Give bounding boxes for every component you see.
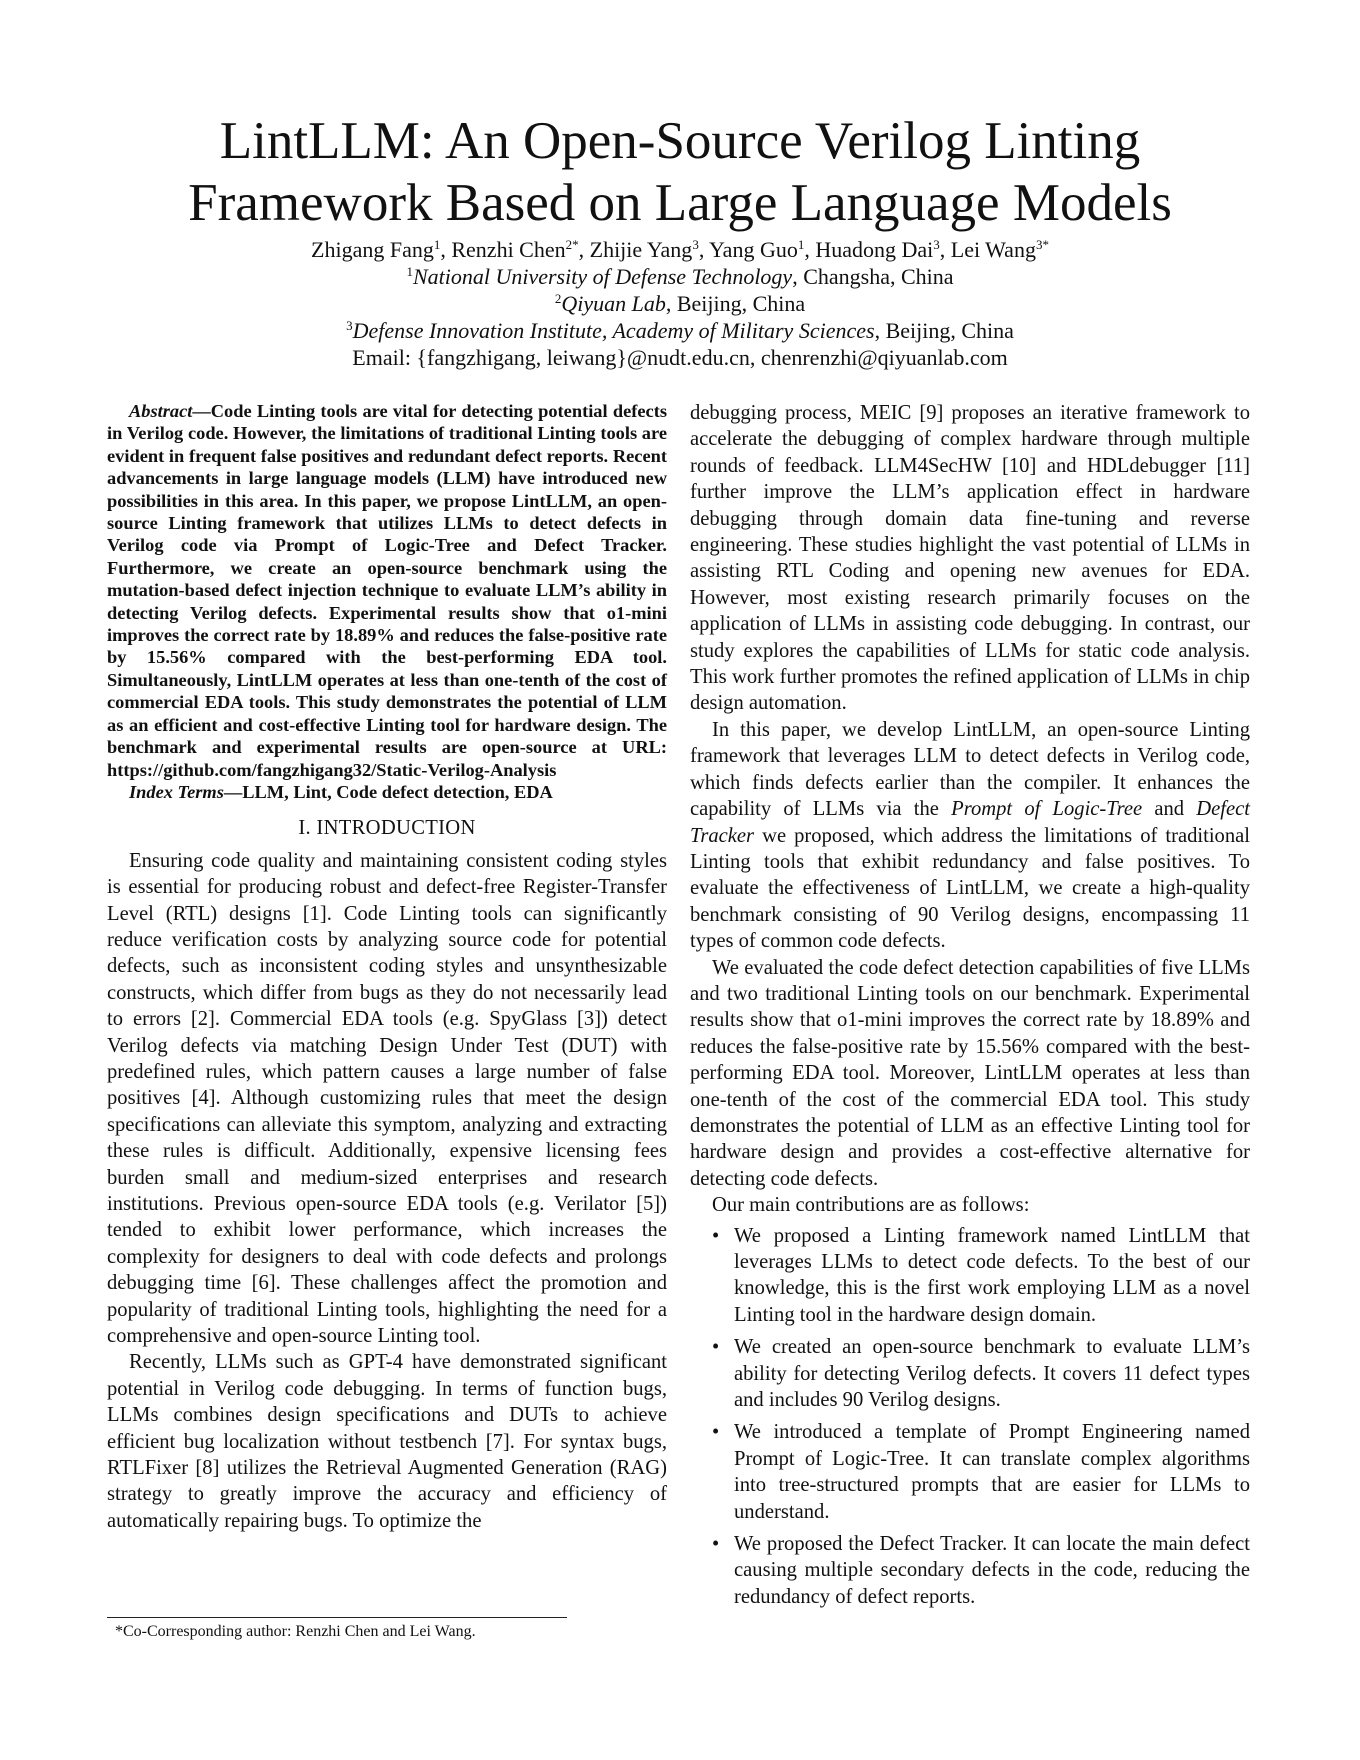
affiliation: $^2$Qiyuan Lab, Beijing, China xyxy=(554,291,806,316)
right-column xyxy=(690,400,1250,1616)
body-paragraph: Ensuring code quality and maintaining consistent coding styles is essential for producing robust and defect-free Register-Transfer Level (RTL) designs [1]. Code Linting tools can significantly reduce verification costs by analyzing source code for potential defects, such as inconsistent coding styles and unsynthesizable constructs, which differ from bugs as they do not necessarily lead to errors [2]. Commercial EDA tools (e.g. SpyGlass [3]) detect Verilog defects via matching Design Under Test (DUT) with predefined rules, which pattern causes a large number of false positives [4]. Although customizing rules that meet the design specifications can alleviate this symptom, analyzing and extracting these rules is difficult. Additionally, expensive licensing fees burden small and medium-sized enterprises and research institutions. Previous open-source EDA tools (e.g. Verilator [5]) tended to exhibit lower performance, which increases the complexity for designers to deal with code defects and prolongs debugging time [6]. These challenges affect the promotion and popularity of traditional Linting tools, highlighting the need for a comprehensive and open-source Linting tool. xyxy=(107,849,667,1348)
author: Renzhi Chen$^{2*}$, xyxy=(451,237,590,262)
abstract xyxy=(107,400,667,781)
abstract-label: Abstract xyxy=(129,401,193,421)
index-terms-text: —LLM, Lint, Code defect detection, EDA xyxy=(223,781,553,802)
author: Huadong Dai$^3$, xyxy=(815,237,951,262)
affiliation: $^1$National University of Defense Technology, Changsha, China xyxy=(406,264,954,289)
index-terms-label: Index Terms xyxy=(129,781,224,802)
body-paragraph: We evaluated the code defect detection capabilities of five LLMs and two traditional Linting tools on our benchmark. Experimental results show that o1-mini improves the correct rate by 18.89% and reduces the false-positive rate by 15.56% compared with the best-performing EDA tool. Moreover, LintLLM operates at less than one-tenth of the cost of the commercial EDA tool. This study demonstrates the potential of LLM as an effective Linting tool for hardware design and provides a cost-effective alternative for detecting code defects. xyxy=(690,956,1250,1190)
affiliation: $^3$Defense Innovation Institute, Academy of Military Sciences, Beijing, China xyxy=(346,318,1014,343)
list-item: • We proposed the Defect Tracker. It can locate the main defect causing multiple secondary defects in the code, reducing the redundancy of defect reports. xyxy=(734,1531,1250,1610)
body-paragraph: Our main contributions are as follows: xyxy=(712,1194,1030,1217)
footnote-rule xyxy=(107,1617,567,1618)
left-column xyxy=(107,400,667,1534)
body-paragraph: Recently, LLMs such as GPT-4 have demonstrated significant potential in Verilog code debugging. In terms of function bugs, LLMs combines design specifications and DUTs to achieve efficient bug localization without testbench [7]. For syntax bugs, RTLFixer [8] utilizes the Retrieval Augmented Generation (RAG) strategy to greatly improve the accuracy and efficiency of automatically repairing bugs. To optimize the xyxy=(107,1351,667,1532)
author-list xyxy=(110,236,1250,263)
list-item: • We proposed a Linting framework named LintLLM that leverages LLMs to detect code defects. To the best of our knowledge, this is the first work employing LLM as a novel Linting tool in the hardware design domain. xyxy=(734,1223,1250,1329)
section-heading: I. INTRODUCTION xyxy=(298,817,476,840)
index-terms xyxy=(107,781,667,803)
author: Lei Wang$^{3*}$ xyxy=(950,237,1049,262)
author: Zhijie Yang$^3$, xyxy=(589,237,709,262)
contributions-list xyxy=(690,1223,1250,1611)
author-block xyxy=(110,236,1250,371)
author: Zhigang Fang$^1$, xyxy=(311,237,452,262)
paper-title: LintLLM: An Open-Source Verilog Linting Framework Based on Large Language Models xyxy=(188,112,1172,232)
list-item: • We created an open-source benchmark to evaluate LLM’s ability for detecting Verilog defects. It covers 11 defect types and includes 90 Verilog designs. xyxy=(734,1334,1250,1413)
body-paragraph: In this paper, we develop LintLLM, an open-source Linting framework that leverages LLM to detect defects in Verilog code, which finds defects earlier than the compiler. It enhances the capability of LLMs via the Prompt of Logic-Tree and Defect Tracker we proposed, which address the limitations of traditional Linting tools that exhibit redundancy and false positives. To evaluate the effectiveness of LintLLM, we create a high-quality benchmark consisting of 90 Verilog designs, encompassing 11 types of common code defects. xyxy=(690,718,1251,953)
email-line: Email: {fangzhigang, leiwang}@nudt.edu.cn, chenrenzhi@qiyuanlab.com xyxy=(352,345,1008,370)
footnote: *Co-Corresponding author: Renzhi Chen and Lei Wang. xyxy=(115,1623,476,1640)
body-paragraph: debugging process, MEIC [9] proposes an iterative framework to accelerate the debugging of complex hardware through multiple rounds of feedback. LLM4SecHW [10] and HDLdebugger [11] further improve the LLM’s application effect in hardware debugging through domain data fine-tuning and reverse engineering. These studies highlight the vast potential of LLMs in assisting RTL Coding and opening new avenues for EDA. However, most existing research primarily focuses on the application of LLMs in assisting code debugging. In contrast, our study explores the capabilities of LLMs for static code analysis. This work further promotes the refined application of LLMs in chip design automation. xyxy=(690,402,1250,715)
list-item: • We introduced a template of Prompt Engineering named Prompt of Logic-Tree. It can translate complex algorithms into tree-structured prompts that are easier for LLMs to understand. xyxy=(734,1419,1250,1525)
abstract-text: —Code Linting tools are vital for detecting potential defects in Verilog code. However, the limitations of traditional Linting tools are evident in frequent false positives and redundant defect reports. Recent advancements in large language models (LLM) have introduced new possibilities in this area. In this paper, we propose LintLLM, an open-source Linting framework that utilizes LLMs to detect defects in Verilog code via Prompt of Logic-Tree and Defect Tracker. Furthermore, we create an open-source benchmark using the mutation-based defect injection technique to evaluate LLM’s ability in detecting Verilog defects. Experimental results show that o1-mini improves the correct rate by 18.89% and reduces the false-positive rate by 15.56% compared with the best-performing EDA tool. Simultaneously, LintLLM operates at less than one-tenth of the cost of commercial EDA tools. This study demonstrates the potential of LLM as an efficient and cost-effective Linting tool for hardware design. The benchmark and experimental results are open-source at URL: https://github.com/fangzhigang32/Static-Verilog-Analysis xyxy=(107,401,667,780)
author: Yang Guo$^1$, xyxy=(709,237,816,262)
